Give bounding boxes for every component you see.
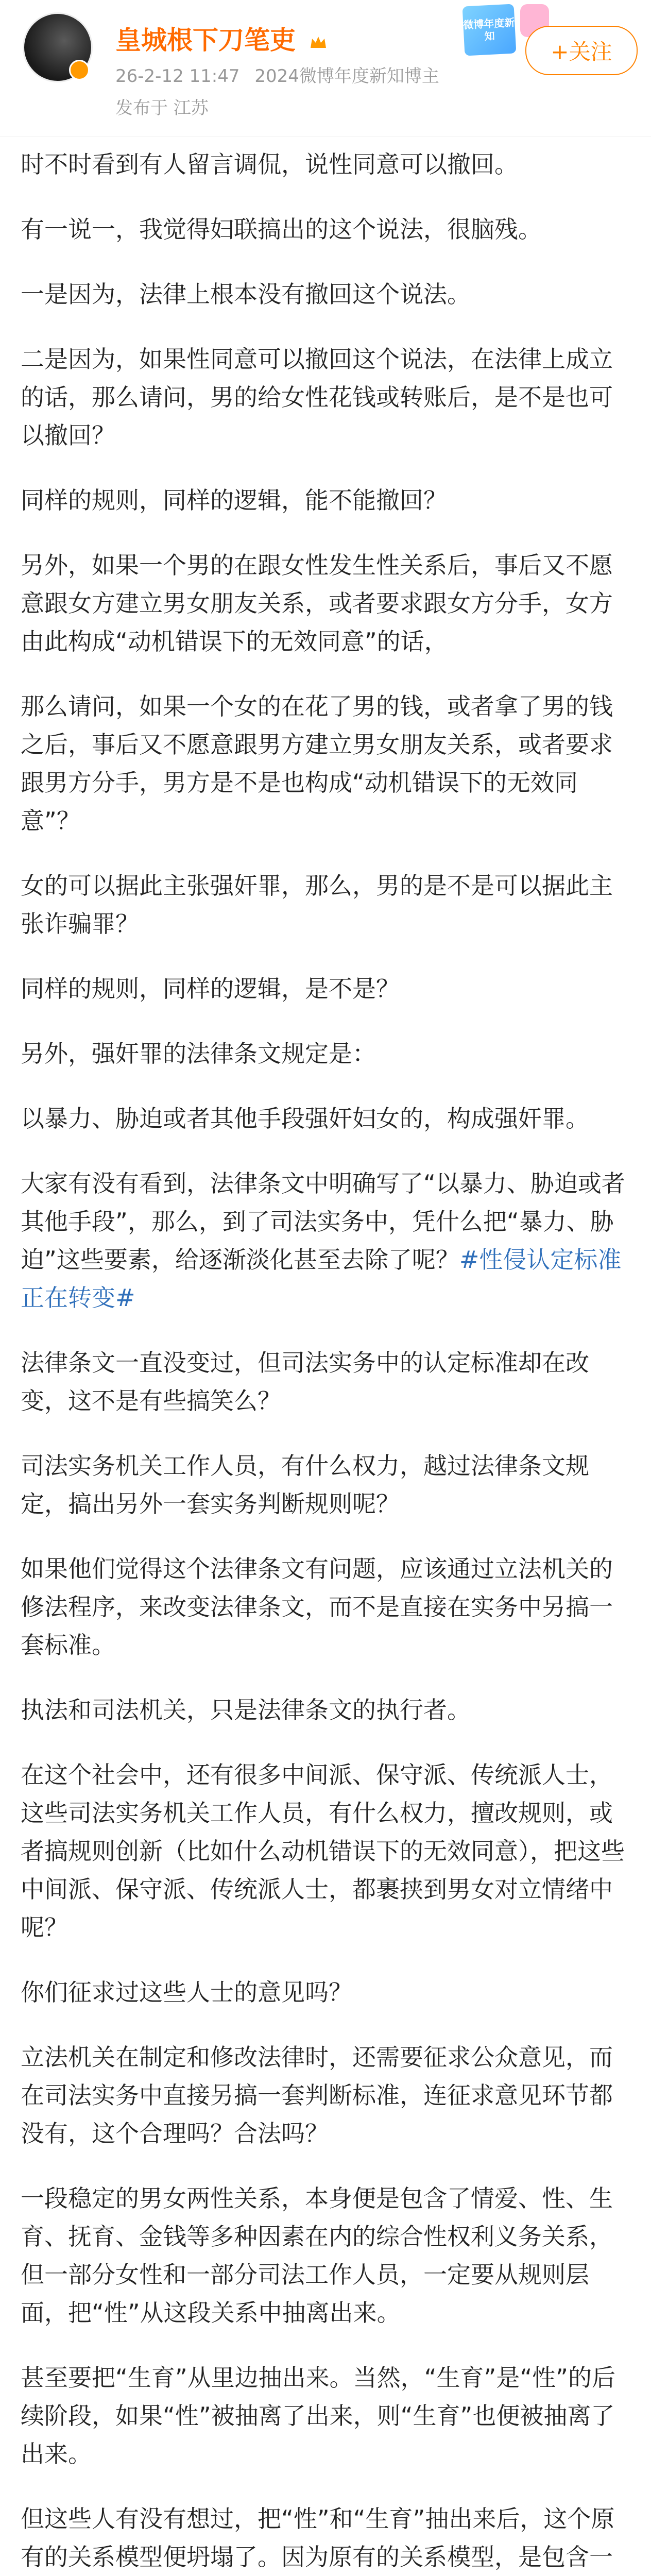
post-paragraph: 另外，如果一个男的在跟女性发生性关系后，事后又不愿意跟女方建立男女朋友关系，或者要求跟女方分手，女方由此构成“动机错误下的无效同意”的话， xyxy=(21,551,613,655)
post-paragraph: 但这些人有没有想过，把“性”和“生育”抽出来后，这个原有的关系模型便坍塌了。因为原有的关系模型，是包含一 xyxy=(21,2505,615,2571)
post-paragraph: 同样的规则，同样的逻辑，是不是？ xyxy=(21,975,400,1003)
post-meta xyxy=(115,62,449,87)
post-paragraph xyxy=(21,1164,630,1317)
post-paragraph: 同样的规则，同样的逻辑，能不能撤回？ xyxy=(21,486,447,514)
follow-button[interactable]: +关注 xyxy=(525,26,638,75)
hashtag-link[interactable]: #性侵认定标准正在转变# xyxy=(21,1246,622,1312)
post-paragraph: 那么请问，如果一个女的在花了男的钱，或者拿了男的钱之后，事后又不愿意跟男方建立男女朋友关系，或者要求跟男方分手，男方是不是也构成“动机错误下的无效同意”？ xyxy=(21,692,613,835)
post-content xyxy=(0,137,651,2576)
post-paragraph: 另外，强奸罪的法律条文规定是： xyxy=(21,1040,376,1067)
post-paragraph: 以暴力、胁迫或者其他手段强奸妇女的，构成强奸罪。 xyxy=(21,1105,589,1132)
post-paragraph: 时不时看到有人留言调侃，说性同意可以撤回。 xyxy=(21,150,518,178)
verified-badge-icon xyxy=(69,60,90,80)
post-paragraph-text: 大家有没有看到，法律条文中明确写了“以暴力、胁迫或者其他手段”，那么，到了司法实务中，凭什么把“暴力、胁迫”这些要素，给逐渐淡化甚至去除了呢？ xyxy=(21,1170,625,1274)
post-date: 26-2-12 11:47 xyxy=(115,66,240,87)
post-paragraph: 执法和司法机关，只是法律条文的执行者。 xyxy=(21,1696,471,1724)
post-paragraph: 有一说一，我觉得妇联搞出的这个说法，很脑残。 xyxy=(21,215,542,243)
post-paragraph: 如果他们觉得这个法律条文有问题，应该通过立法机关的修法程序，来改变法律条文，而不是直接在实务中另搞一套标准。 xyxy=(21,1555,613,1659)
post-paragraph: 一是因为，法律上根本没有撤回这个说法。 xyxy=(21,280,471,308)
post-paragraph: 甚至要把“生育”从里边抽出来。当然，“生育”是“性”的后续阶段，如果“性”被抽离了出来，则“生育”也便被抽离了出来。 xyxy=(21,2364,615,2468)
user-name[interactable] xyxy=(115,20,327,57)
post-paragraph: 二是因为，如果性同意可以撤回这个说法，在法律上成立的话，那么请问，男的给女性花钱或转账后，是不是也可以撤回？ xyxy=(21,345,613,449)
crown-icon xyxy=(310,35,327,50)
post-paragraph: 女的可以据此主张强奸罪，那么，男的是不是可以据此主张诈骗罪？ xyxy=(21,872,613,938)
post-paragraph: 司法实务机关工作人员，有什么权力，越过法律条文规定，搞出另外一套实务判断规则呢？ xyxy=(21,1452,589,1518)
post-paragraph: 法律条文一直没变过，但司法实务中的认定标准却在改变，这不是有些搞笑么？ xyxy=(21,1349,589,1415)
post-paragraph: 一段稳定的男女两性关系，本身便是包含了情爱、性、生育、抚育、金钱等多种因素在内的综合性权利义务关系，但一部分女性和一部分司法工作人员，一定要从规则层面，把“性”从这段关系中抽离出来。 xyxy=(21,2184,613,2327)
post-paragraph: 立法机关在制定和修改法律时，还需要征求公众意见，而在司法实务中直接另搞一套判断标准，连征求意见环节都没有，这个合理吗？合法吗？ xyxy=(21,2043,613,2147)
post-paragraph: 在这个社会中，还有很多中间派、保守派、传统派人士，这些司法实务机关工作人员，有什么权力，擅改规则，或者搞规则创新（比如什么动机错误下的无效同意），把这些中间派、保守派、传统派人士，都裹挟到男女对立情绪中呢？ xyxy=(21,1761,625,1941)
post-paragraph: 你们征求过这些人士的意见吗？ xyxy=(21,1978,352,2006)
user-name-text[interactable]: 皇城根下刀笔吏 xyxy=(115,25,296,55)
post-location: 发布于 江苏 xyxy=(115,98,209,118)
post-header xyxy=(0,0,651,137)
award-label: 2024微博年度新知博主 xyxy=(254,66,439,87)
promo-badge[interactable]: 微博年度新知 xyxy=(462,4,517,56)
